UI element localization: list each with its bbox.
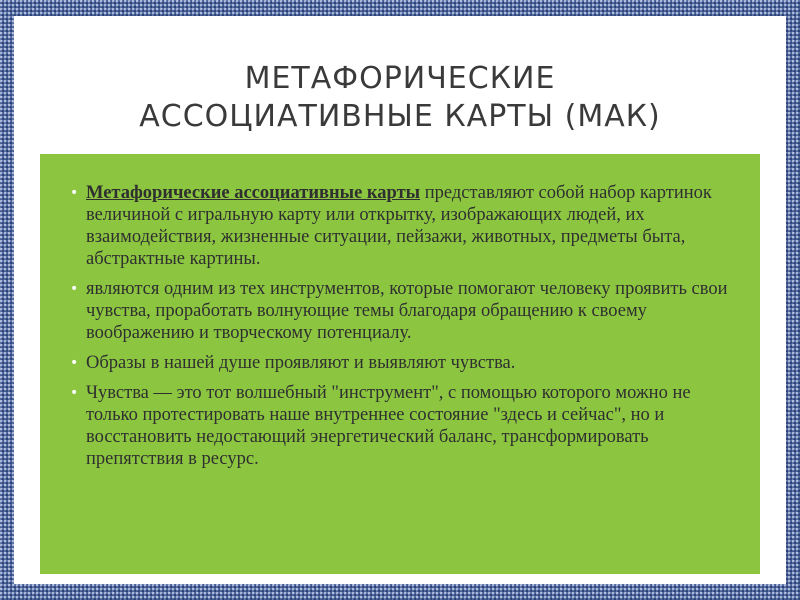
bullet-text: Образы в нашей душе проявляют и выявляют чувства. (86, 353, 516, 373)
slide-frame (14, 16, 786, 584)
bullet-item-feelings (70, 382, 736, 470)
bullet-marker: • (70, 355, 79, 371)
bullet-text: являются одним из тех инструментов, которые помогают человеку проявить свои чувства, проработать волнующие темы благодаря обращению к своему воображению и творческому потенциалу. (86, 279, 728, 343)
bullet-marker: • (70, 185, 79, 201)
content-panel (40, 154, 760, 574)
bullet-text: Чувства — это тот волшебный "инструмент", с помощью которого можно не только протестировать наше внутреннее состояние "здесь и сейчас", но и восстановить недостающий энергетический баланс, трансформировать препятствия в ресурс. (86, 383, 691, 469)
title-area (44, 44, 756, 152)
bullet-item-purpose (70, 278, 736, 344)
bullet-marker: • (70, 281, 79, 297)
bullet-text: представляют собой набор картинок величиной с игральную карту или открытку, изображающих людей, их взаимодействия, жизненные ситуации, пейзажи, животных, предметы быта, абстрактные картины. (86, 183, 712, 269)
bullet-item-definition (70, 182, 736, 270)
bullet-item-images (70, 352, 736, 374)
slide-title: МЕТАФОРИЧЕСКИЕ АССОЦИАТИВНЫЕ КАРТЫ (МАК) (139, 61, 661, 134)
definition-term: Метафорические ассоциативные карты (86, 183, 421, 203)
bullet-list (70, 182, 736, 470)
bullet-marker: • (70, 385, 79, 401)
